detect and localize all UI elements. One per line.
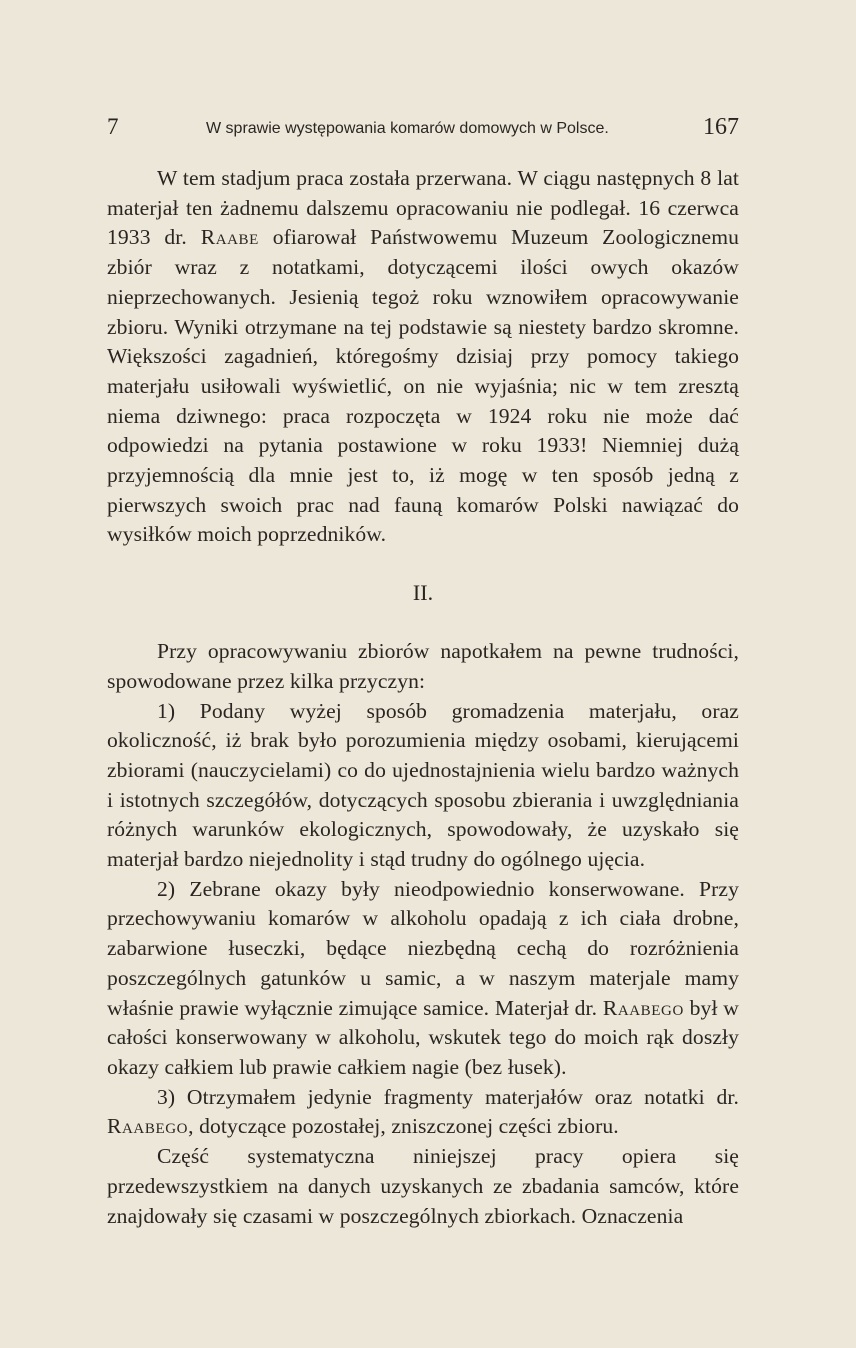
running-title: W sprawie występowania komarów domowych w Polsce. <box>206 120 609 137</box>
paragraph-1-text-b: ofiarował Państwowemu Muzeum Zoologicznemu zbiór wraz z notatkami, dotyczącemi ilości owych okazów nieprzechowanych. Jesienią tegoż roku wznowiłem opracowywanie zbioru. Wyniki otrzymane na tej podstawie są niestety bardzo skromne. Większości zagadnień, któregośmy dzisiaj przy pomocy takiego materjału usiłowali wyświetlić, on nie wyjaśnia; nic w tem zresztą niema dziwnego: praca rozpoczęta w 1924 roku nie może dać odpowiedzi na pytania postawione w roku 1933! Niemniej dużą przyjemnością dla mnie jest to, iż mogę w ten sposób jedną z pierwszych swoich prac nad fauną komarów Polski nawiązać do wysiłków moich poprzedników. <box>107 225 739 547</box>
paragraph-5-text-a: 3) Otrzymałem jedynie fragmenty materjałów oraz notatki dr. <box>157 1084 739 1109</box>
paragraph-5 <box>107 1083 739 1142</box>
page-number: 167 <box>703 114 739 140</box>
page-body <box>107 164 739 1231</box>
paragraph-3: 1) Podany wyżej sposób gromadzenia materjału, oraz okoliczność, iż brak było porozumienia między osobami, kierującemi zbiorami (nauczycielami) co do ujednostajnienia wielu bardzo ważnych i istotnych szczegółów, dotyczących sposobu zbierania i uwzględniania różnych warunków ekologicznych, spowodowały, że uzyskało się materjał bardzo niejednolity i stąd trudny do ogólnego ujęcia. <box>107 698 739 872</box>
paragraph-4 <box>107 875 739 1083</box>
paragraph-2: Przy opracowywaniu zbiorów napotkałem na pewne trudności, spowodowane przez kilka przyczyn: <box>107 639 739 693</box>
author-name-raabego-2: Raabego <box>107 1114 189 1139</box>
paragraph-5-text-b: , dotyczące pozostałej, zniszczonej części zbioru. <box>188 1114 619 1139</box>
section-heading: II. <box>412 580 434 606</box>
running-header <box>107 112 739 146</box>
header-left-number: 7 <box>107 114 119 139</box>
paragraph-6: Część systematyczna niniejszej pracy opiera się przedewszystkiem na danych uzyskanych ze zbadania samców, które znajdowały się czasami w poszczególnych zbiorkach. Oznaczenia <box>107 1144 739 1228</box>
paragraph-4-text-a: 2) Zebrane okazy były nieodpowiednio konserwowane. Przy przechowywaniu komarów w alkoholu opadają z ich ciała drobne, zabarwione łuseczki, będące niezbędną cechą do rozróżnienia poszczególnych gatunków u samic, a w naszym materjale mamy właśnie prawie wyłącznie zimujące samice. Materjał dr. <box>107 876 739 1020</box>
paragraph-1-text-a: W tem stadjum praca została przerwana. W ciągu następnych 8 lat materjał ten żadnemu dalszemu opracowaniu nie podlegał. 16 czerwca 1933 dr. <box>107 166 739 250</box>
author-name-raabego: Raabego <box>602 995 684 1020</box>
paragraph-4-text-b: był w całości konserwowany w alkoholu, wskutek tego do moich rąk doszły okazy całkiem lub prawie całkiem nagie (bez łusek). <box>107 995 739 1079</box>
author-name-raabe: Raabe <box>200 225 259 250</box>
paragraph-1 <box>107 164 739 550</box>
